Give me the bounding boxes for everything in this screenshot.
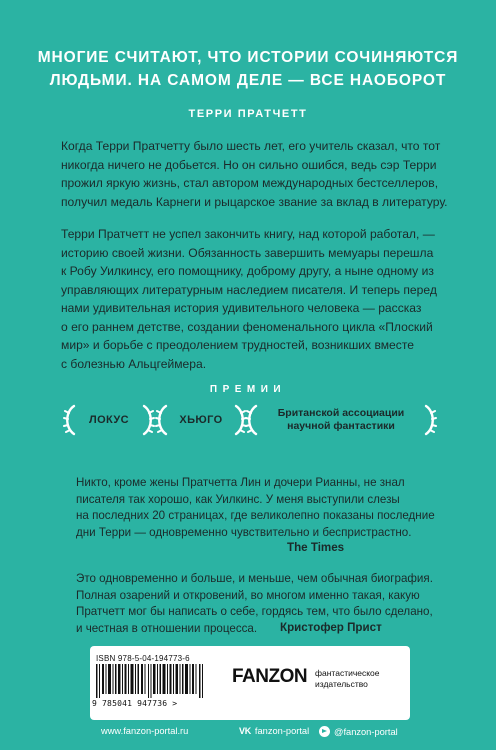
- text-line: историю своей жизни. Обязанность завершить мемуары перешла: [61, 245, 434, 260]
- text-line: Это одновременно и больше, и меньше, чем обычная биография.: [76, 572, 433, 585]
- review-source: Кристофер Прист: [280, 621, 382, 634]
- text-line: нами удивительная история удивительного человека — рассказ: [61, 301, 422, 315]
- vk-icon: VK: [239, 726, 251, 736]
- awards-title: ПРЕМИИ: [209, 384, 287, 395]
- barcode-digits: 9 785041 947736 >: [92, 699, 178, 708]
- text-line: писателя так хорошо, как Уилкинс. У меня выступили слезы: [76, 492, 400, 506]
- publisher-tagline: фантастическое издательство: [315, 668, 380, 689]
- text-line: прожил яркую жизнь, стал автором международных бестселлеров,: [61, 176, 439, 190]
- barcode: [96, 664, 208, 698]
- text-line: к Робу Уилкинсу, его помощнику, доброму другу, а ныне одному из: [61, 264, 434, 278]
- epigraph-author: ТЕРРИ ПРАТЧЕТТ: [188, 108, 308, 120]
- isbn-text: ISBN 978-5-04-194773-6: [96, 654, 190, 663]
- description-paragraph-2: [61, 225, 441, 373]
- epigraph-line: ЛЮДЬМИ. НА САМОМ ДЕЛЕ — ВСЕ НАОБОРОТ: [49, 72, 447, 89]
- text-line: Когда Терри Пратчетту было шесть лет, его учитель сказал, что тот: [61, 139, 441, 153]
- text-line: получил медаль Карнеги и рыцарское звание за вклад в литературу.: [61, 194, 448, 209]
- laurel-left-icon: [245, 404, 259, 436]
- text-line: управляющих литературным наследием писателя. И теперь перед: [61, 282, 437, 297]
- laurel-left-icon: [63, 404, 77, 436]
- publisher-logo: FANZON: [232, 666, 308, 687]
- text-line: Полная озарений и откровений, во многом именно такая, какую: [76, 588, 420, 602]
- text-line: с болезнью Альцгеймера.: [61, 356, 207, 371]
- review-source: The Times: [287, 541, 345, 554]
- epigraph-quote: [0, 46, 496, 92]
- award-hugo: [156, 404, 246, 436]
- award-label: Британской ассоциации научной фантастики: [277, 407, 405, 432]
- award-bsfa: [246, 404, 436, 436]
- review-priest: [76, 571, 436, 637]
- award-locus: [64, 404, 154, 436]
- laurel-right-icon: [423, 404, 437, 436]
- text-line: и честная в отношении процесса.: [76, 621, 258, 635]
- laurel-left-icon: [155, 404, 169, 436]
- laurel-right-icon: [141, 404, 155, 436]
- text-line: о его раннем детстве, создании феноменального цикла «Плоский: [61, 319, 433, 334]
- text-line: никогда ничего не добьется. Но он сильно ошибся, ведь сэр Терри: [61, 157, 437, 172]
- text-line: мир» и борьбе с преодолением трудностей, возникших вместе: [61, 338, 414, 352]
- epigraph-line: МНОГИЕ СЧИТАЮТ, ЧТО ИСТОРИИ СОЧИНЯЮТСЯ: [37, 49, 459, 66]
- telegram-icon: [319, 726, 330, 737]
- award-label: ЛОКУС: [88, 414, 130, 426]
- description-paragraph-1: [61, 137, 448, 211]
- text-line: дни Терри — одновременно чувствительно и беспристрастно.: [76, 525, 412, 539]
- vk-link[interactable]: VK fanzon-portal: [239, 726, 310, 736]
- text-line: Никто, кроме жены Пратчетта Лин и дочери Рианны, не знал: [76, 476, 405, 489]
- award-label: ХЬЮГО: [179, 414, 223, 426]
- text-line: Пратчетт мог бы написать о себе, гордясь тем, что было сделано,: [76, 605, 433, 618]
- telegram-link[interactable]: @fanzon-portal: [319, 726, 398, 737]
- review-times: [76, 475, 436, 541]
- text-line: Терри Пратчетт не успел закончить книгу, над которой работал, —: [61, 227, 435, 241]
- text-line: на последних 20 страницах, где великолепно показаны последние: [76, 509, 435, 522]
- website-link[interactable]: www.fanzon-portal.ru: [101, 726, 189, 736]
